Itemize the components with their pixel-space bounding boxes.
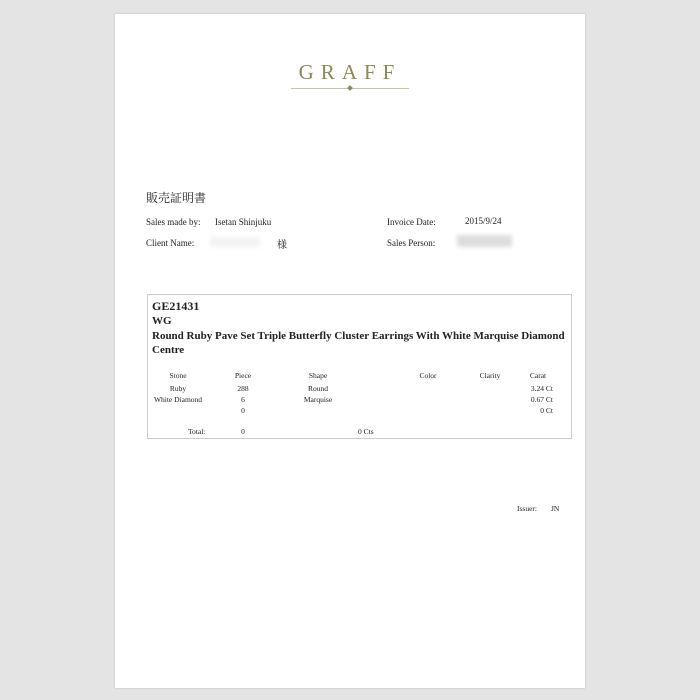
col-carat: Carat (529, 371, 547, 380)
item-box (147, 294, 572, 439)
sales-made-by-value: Isetan Shinjuku (215, 217, 272, 227)
carat: 3.24 Ct (530, 384, 553, 393)
brand-logo: GRAFF (298, 60, 402, 84)
shape: Round (307, 384, 328, 393)
sales-made-by-label: Sales made by: (146, 217, 201, 227)
sales-person-redacted (457, 235, 512, 247)
stone: Ruby (169, 384, 187, 393)
col-piece: Piece (234, 371, 252, 380)
shape: Marquise (303, 395, 333, 404)
col-color: Color (419, 371, 437, 380)
document-title: 販売証明書 (146, 191, 207, 205)
col-stone: Stone (169, 371, 187, 380)
total-carat: 0 Cts (358, 427, 374, 436)
client-suffix: 様 (277, 240, 287, 251)
invoice-date-value: 2015/9/24 (465, 216, 502, 226)
certificate-page (115, 14, 585, 688)
issuer-label: Issuer: (517, 504, 537, 513)
item-code: GE21431 (152, 299, 200, 313)
carat: 0.67 Ct (530, 395, 553, 404)
piece: 288 (237, 384, 249, 393)
col-clarity: Clarity (479, 371, 501, 380)
client-name-label: Client Name: (146, 238, 195, 248)
total-piece: 0 (241, 427, 245, 436)
logo-diamond-icon (347, 85, 353, 91)
item-description: Round Ruby Pave Set Triple Butterfly Cluster Earrings With White Marquise Diamond Centre (152, 330, 565, 356)
stone: White Diamond (153, 395, 203, 404)
invoice-date-label: Invoice Date: (387, 217, 436, 227)
piece: 0 (241, 406, 245, 415)
carat: 0 Ct (540, 406, 553, 415)
col-shape: Shape (308, 371, 328, 380)
sales-person-label: Sales Person: (387, 238, 436, 248)
client-name-redacted (210, 237, 260, 247)
total-label: Total: (188, 427, 206, 436)
issuer-value: JN (551, 504, 560, 513)
piece: 6 (241, 395, 245, 404)
item-metal: WG (152, 315, 172, 327)
